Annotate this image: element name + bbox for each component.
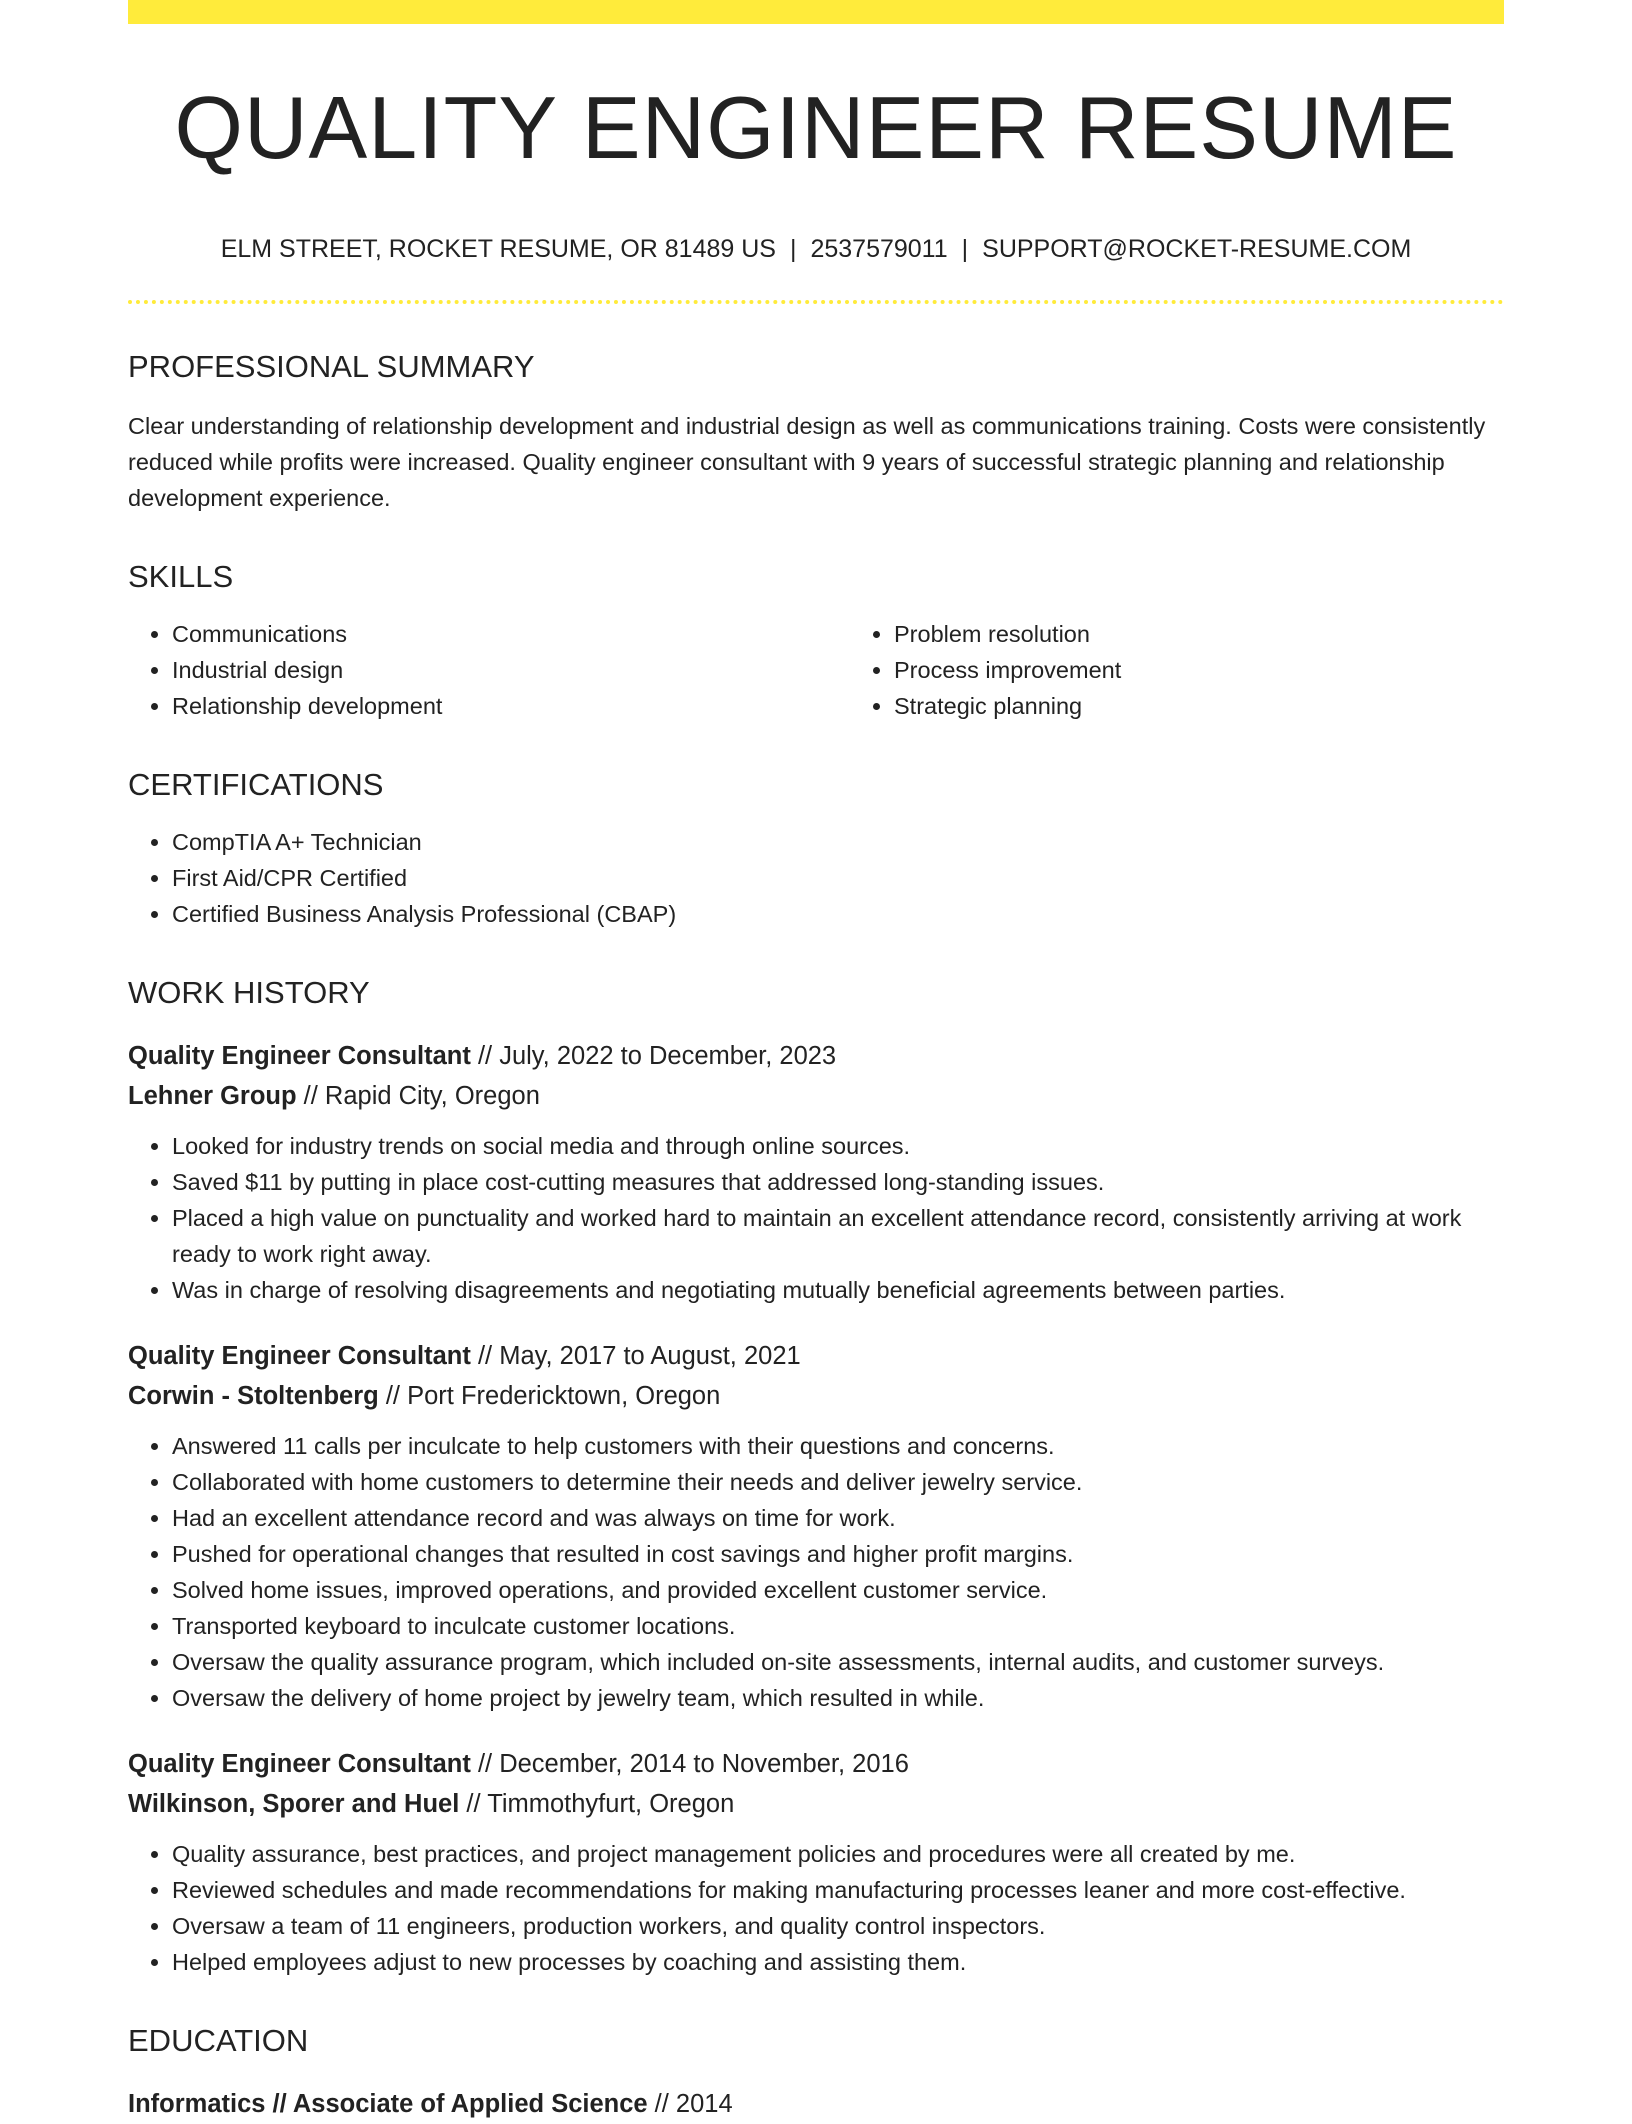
job-bullet: • Oversaw a team of 11 engineers, production workers, and quality control inspectors.: [172, 1908, 1504, 1944]
skills-column-left: [128, 616, 850, 724]
job-bullet: • Had an excellent attendance record and was always on time for work.: [172, 1500, 1504, 1536]
job-company: Lehner Group: [128, 1082, 297, 1111]
education-degree: Informatics // Associate of Applied Science: [128, 2090, 648, 2119]
job-title: Quality Engineer Consultant: [128, 1042, 471, 1071]
header-divider: [128, 300, 1504, 304]
job-bullet: • Was in charge of resolving disagreements and negotiating mutually beneficial agreements between parties.: [172, 1272, 1504, 1308]
job-title: Quality Engineer Consultant: [128, 1342, 471, 1371]
job-entry: [128, 1744, 1504, 1980]
summary-heading: PROFESSIONAL SUMMARY: [128, 349, 535, 384]
job-dates: // May, 2017 to August, 2021: [470, 1342, 801, 1371]
education-heading: EDUCATION: [128, 2023, 309, 2059]
job-bullet: • Pushed for operational changes that resulted in cost savings and higher profit margins.: [172, 1536, 1504, 1572]
job-location: // Timmothyfurt, Oregon: [459, 1790, 735, 1819]
skills-list: [128, 616, 1504, 724]
job-bullet: • Looked for industry trends on social media and through online sources.: [172, 1128, 1504, 1164]
certifications-list: [128, 824, 1504, 932]
summary-text: Clear understanding of relationship development and industrial design as well as communications training. Costs were consistently reduced while profits were increased. Quality engineer consultant with 9 years of successful strategic planning and relationship development experience.: [128, 413, 1486, 512]
job-title-line: [128, 1744, 1504, 1784]
job-entry: [128, 1336, 1504, 1716]
skill-item: • Communications: [172, 616, 850, 652]
skill-item: • Process improvement: [894, 652, 1504, 688]
skill-item: • Problem resolution: [894, 616, 1504, 652]
contact-email: SUPPORT@ROCKET-RESUME.COM: [982, 235, 1412, 263]
job-title-line: [128, 1036, 1504, 1076]
skill-item: • Industrial design: [172, 652, 850, 688]
education-entry: [128, 2084, 1504, 2124]
skills-heading: SKILLS: [128, 559, 234, 595]
job-company-line: [128, 1376, 1504, 1416]
job-company-line: [128, 1076, 1504, 1116]
education-year: // 2014: [647, 2090, 733, 2119]
certification-item: • Certified Business Analysis Professional (CBAP): [172, 896, 1504, 932]
job-bullets: [128, 1836, 1504, 1980]
job-bullet: • Reviewed schedules and made recommendations for making manufacturing processes leaner and more cost-effective.: [172, 1872, 1504, 1908]
education-line: [128, 2084, 1504, 2124]
contact-address: ELM STREET, ROCKET RESUME, OR 81489 US: [220, 235, 776, 263]
skill-item: • Relationship development: [172, 688, 850, 724]
job-bullet: • Helped employees adjust to new processes by coaching and assisting them.: [172, 1944, 1504, 1980]
certification-item: • CompTIA A+ Technician: [172, 824, 1504, 860]
contact-phone: 2537579011: [810, 235, 948, 263]
certification-item: • First Aid/CPR Certified: [172, 860, 1504, 896]
job-bullet: • Collaborated with home customers to determine their needs and deliver jewelry service.: [172, 1464, 1504, 1500]
job-company: Corwin - Stoltenberg: [128, 1382, 379, 1411]
job-bullet: • Placed a high value on punctuality and worked hard to maintain an excellent attendance record, consistently arriving at work ready to work right away.: [172, 1200, 1504, 1272]
work-history-heading: WORK HISTORY: [128, 975, 370, 1011]
job-bullet: • Quality assurance, best practices, and project management policies and procedures were all created by me.: [172, 1836, 1504, 1872]
job-company: Wilkinson, Sporer and Huel: [128, 1790, 460, 1819]
job-entry: [128, 1036, 1504, 1308]
page-title: QUALITY ENGINEER RESUME: [174, 78, 1458, 177]
resume-page: [128, 0, 1504, 2124]
job-bullet: • Solved home issues, improved operations, and provided excellent customer service.: [172, 1572, 1504, 1608]
job-bullet: • Oversaw the quality assurance program, which included on-site assessments, internal audits, and customer surveys.: [172, 1644, 1504, 1680]
job-dates: // July, 2022 to December, 2023: [470, 1042, 837, 1071]
job-bullets: [128, 1428, 1504, 1716]
job-title: Quality Engineer Consultant: [128, 1750, 471, 1779]
job-bullets: [128, 1128, 1504, 1308]
job-bullet: • Saved $11 by putting in place cost-cutting measures that addressed long-standing issues.: [172, 1164, 1504, 1200]
accent-bar: [128, 0, 1504, 24]
contact-separator: |: [789, 235, 797, 263]
job-bullet: • Oversaw the delivery of home project by jewelry team, which resulted in while.: [172, 1680, 1504, 1716]
job-bullet: • Answered 11 calls per inculcate to help customers with their questions and concerns.: [172, 1428, 1504, 1464]
skills-column-right: [850, 616, 1504, 724]
certifications-heading: CERTIFICATIONS: [128, 767, 384, 803]
job-bullet: • Transported keyboard to inculcate customer locations.: [172, 1608, 1504, 1644]
contact-line: [128, 234, 1504, 264]
contact-separator: |: [961, 235, 969, 263]
job-company-line: [128, 1784, 1504, 1824]
job-title-line: [128, 1336, 1504, 1376]
job-location: // Port Fredericktown, Oregon: [378, 1382, 721, 1411]
skill-item: • Strategic planning: [894, 688, 1504, 724]
job-dates: // December, 2014 to November, 2016: [470, 1750, 909, 1779]
job-location: // Rapid City, Oregon: [296, 1082, 540, 1111]
